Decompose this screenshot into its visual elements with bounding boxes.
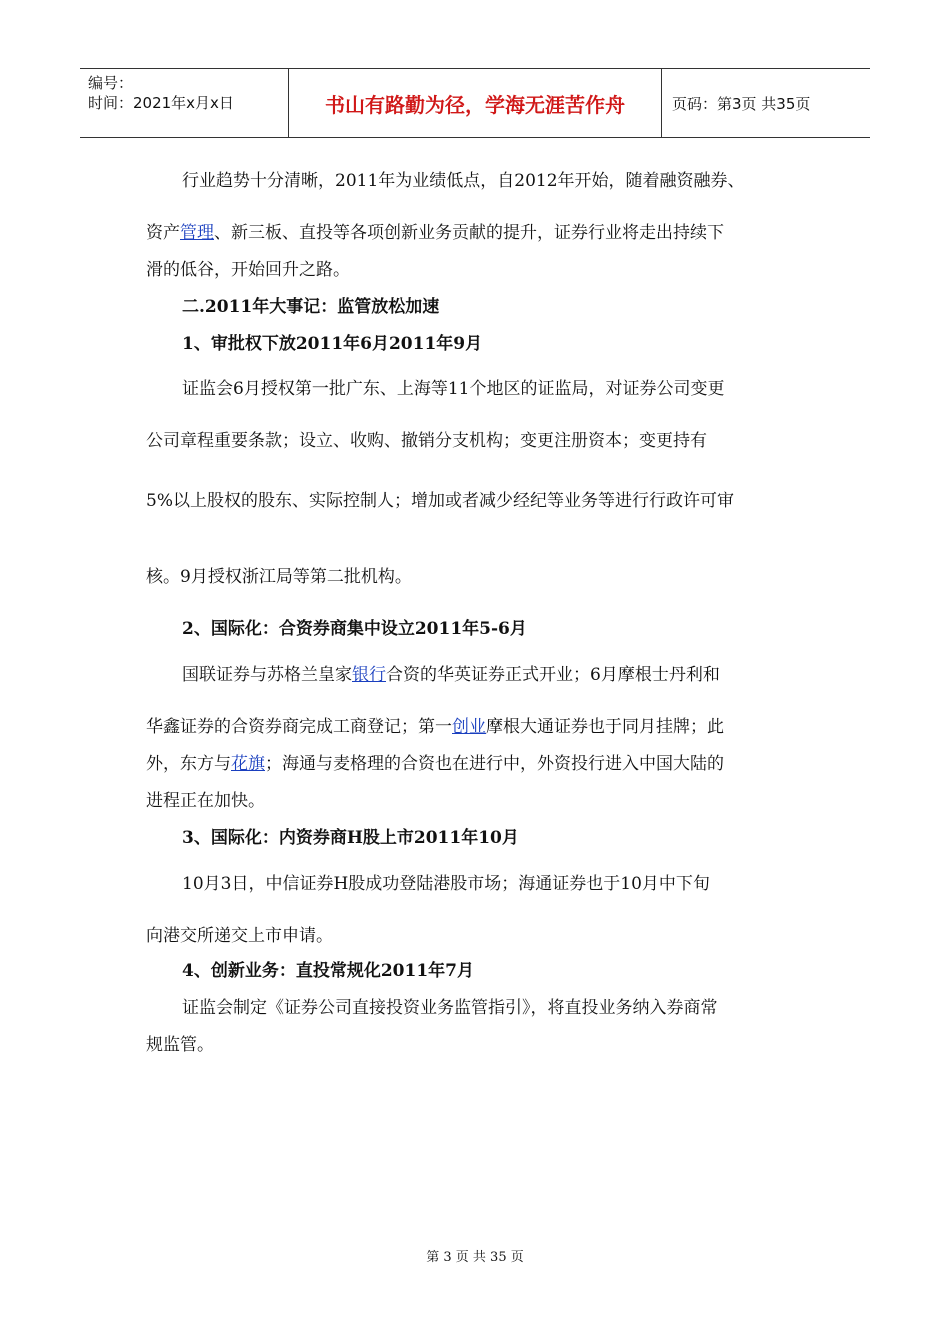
text-span: 摩根大通证券也于同月挂牌；此: [486, 717, 724, 737]
paragraph-line: 滑的低谷，开始回升之路。: [146, 260, 350, 280]
paragraph-line: 公司章程重要条款；设立、收购、撤销分支机构；变更注册资本；变更持有: [146, 431, 707, 451]
text-span: ；海通与麦格理的合资也在进行中，外资投行进入中国大陆的: [265, 754, 724, 774]
paragraph-line: 行业趋势十分清晰，2011年为业绩低点，自2012年开始，随着融资融券、: [182, 171, 745, 191]
paragraph-line: [146, 716, 724, 738]
subsection-heading: 1、审批权下放2011年6月2011年9月: [182, 334, 483, 354]
page-header: [80, 68, 870, 138]
paragraph-line: 向港交所递交上市申请。: [146, 926, 333, 946]
text-span: 、新三板、直投等各项创新业务贡献的提升，证券行业将走出持续下: [214, 223, 724, 243]
link-yinhang[interactable]: 银行: [352, 665, 386, 685]
paragraph-line: 证监会制定《证券公司直接投资业务监管指引》，将直投业务纳入券商常: [182, 998, 718, 1018]
paragraph-line: [146, 222, 724, 244]
paragraph-line: 核。9月授权浙江局等第二批机构。: [146, 567, 412, 587]
page-footer: 第 3 页 共 35 页: [426, 1250, 524, 1265]
subsection-heading: 3、国际化：内资券商H股上市2011年10月: [182, 828, 519, 848]
text-span: 资产: [146, 223, 180, 243]
header-page-info: 页码：第3页 共35页: [672, 94, 811, 113]
subsection-heading: 4、创新业务：直投常规化2011年7月: [182, 961, 474, 981]
paragraph-line: 5%以上股权的股东、实际控制人；增加或者减少经纪等业务等进行行政许可审: [146, 491, 734, 511]
document-time-label: 时间：2021年x月x日: [88, 94, 234, 112]
text-span: 华鑫证券的合资券商完成工商登记；第一: [146, 717, 452, 737]
paragraph-line: 进程正在加快。: [146, 791, 265, 811]
subsection-heading: 2、国际化：合资券商集中设立2011年5-6月: [182, 619, 527, 639]
paragraph-line: [182, 664, 720, 686]
paragraph-line: 10月3日，中信证券H股成功登陆港股市场；海通证券也于10月中下旬: [182, 874, 710, 894]
paragraph-line: [146, 753, 724, 775]
text-span: 合资的华英证券正式开业；6月摩根士丹利和: [386, 665, 720, 685]
paragraph-line: 规监管。: [146, 1035, 214, 1055]
link-guanli[interactable]: 管理: [180, 223, 214, 243]
document-number-label: 编号：: [88, 74, 134, 92]
paragraph-line: 证监会6月授权第一批广东、上海等11个地区的证监局，对证券公司变更: [182, 379, 725, 399]
section-heading: 二.2011年大事记：监管放松加速: [182, 297, 440, 317]
header-meta: [80, 69, 289, 137]
header-motto: 书山有路勤为径，学海无涯苦作舟: [289, 69, 662, 137]
link-huaqi[interactable]: 花旗: [231, 754, 265, 774]
text-span: 外，东方与: [146, 754, 231, 774]
text-span: 国联证券与苏格兰皇家: [182, 665, 352, 685]
link-chuangye[interactable]: 创业: [452, 717, 486, 737]
